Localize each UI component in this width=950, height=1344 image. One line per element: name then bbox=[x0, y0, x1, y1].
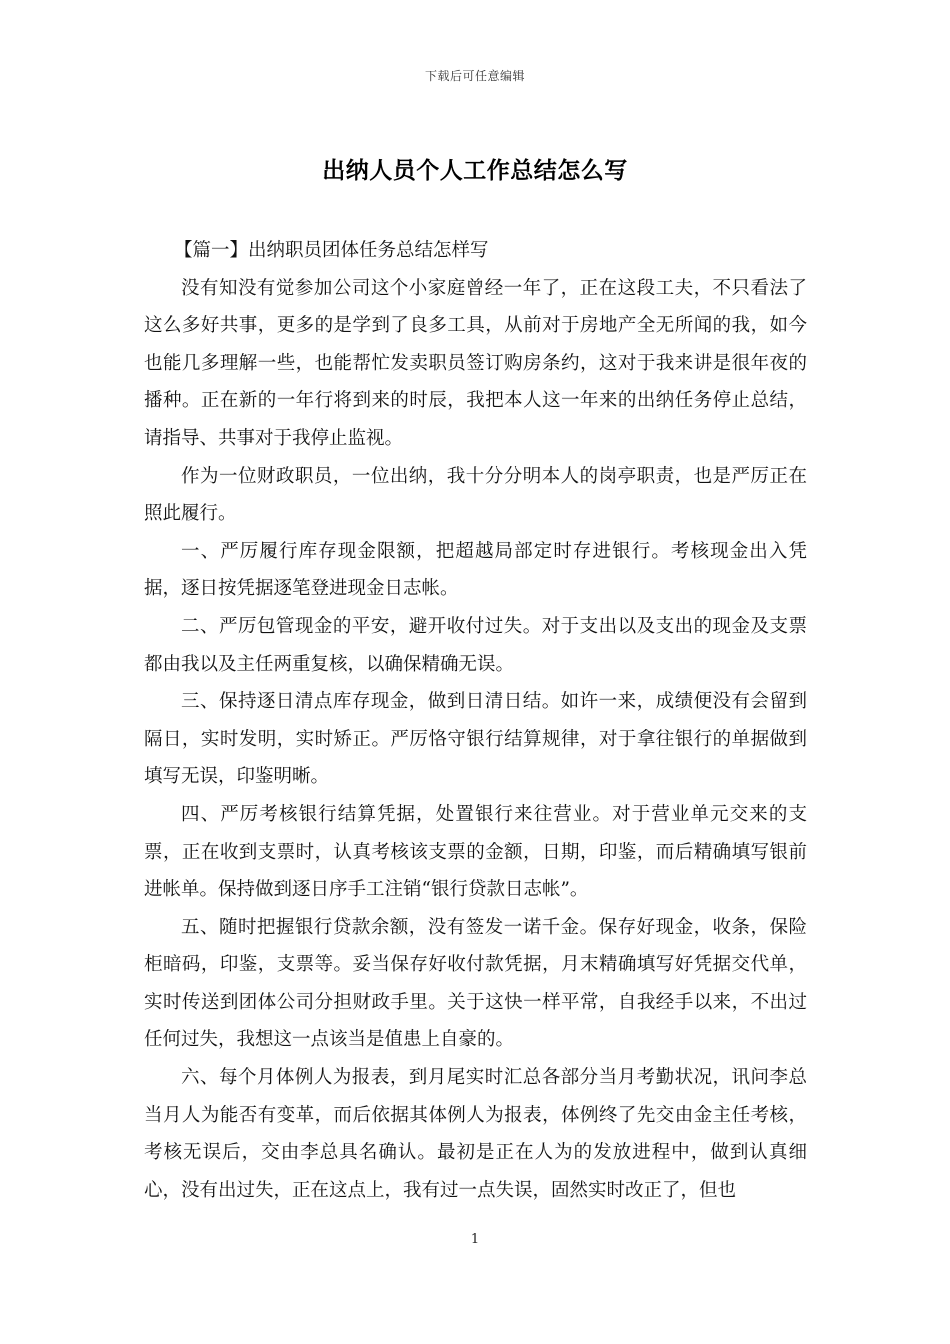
paragraph-item-1: 一、严厉履行库存现金限额，把超越局部定时存进银行。考核现金出入凭据，逐日按凭据逐笔登进现金日志帐。 bbox=[144, 540, 807, 600]
paragraph-item-6: 六、每个月体例人为报表，到月尾实时汇总各部分当月考勤状况，讯问李总当月人为能否有变革，而后依据其体例人为报表，体例终了先交由金主任考核，考核无误后，交由李总具名确认。最初是正在人为的发放进程中，做到认真细心，没有出过失，正在这点上，我有过一点失误，固然实时改正了，但也 bbox=[144, 1067, 807, 1201]
paragraph-role: 作为一位财政职员，一位出纳，我十分分明本人的岗亭职责，也是严厉正在照此履行。 bbox=[144, 465, 807, 525]
header-note: 下载后可任意编辑 bbox=[424, 69, 525, 83]
paragraph-item-4: 四、严厉考核银行结算凭据，处置银行来往营业。对于营业单元交来的支票，正在收到支票时，认真考核该支票的金额，日期，印鉴，而后精确填写银前进帐单。保持做到逐日序手工注销“银行贷款日志帐”。 bbox=[144, 803, 807, 901]
document-body bbox=[144, 232, 807, 1209]
section-heading: 【篇一】出纳职员团体任务总结怎样写 bbox=[174, 240, 489, 261]
page-title: 出纳人员个人工作总结怎么写 bbox=[322, 157, 628, 184]
paragraph-item-5: 五、随时把握银行贷款余额，没有签发一诺千金。保存好现金，收条，保险柜暗码，印鉴，支票等。妥当保存好收付款凭据，月末精确填写好凭据交代单，实时传送到团体公司分担财政手里。关于这快一样平常，自我经手以来，不出过任何过失，我想这一点该当是值患上自豪的。 bbox=[144, 916, 807, 1051]
paragraph-intro: 没有知没有觉参加公司这个小家庭曾经一年了，正在这段工夫，不只看法了这么多好共事，更多的是学到了良多工具，从前对于房地产全无所闻的我，如今也能几多理解一些，也能帮忙发卖职员签订购房条约，这对于我来讲是很年夜的播种。正在新的一年行将到来的时辰，我把本人这一年来的出纳任务停止总结，请指导、共事对于我停止监视。 bbox=[144, 277, 807, 449]
paragraph-item-2: 二、严厉包管现金的平安，避开收付过失。对于支出以及支出的现金及支票都由我以及主任两重复核，以确保精确无误。 bbox=[144, 615, 807, 675]
page-number: 1 bbox=[470, 1232, 480, 1247]
paragraph-item-3: 三、保持逐日清点库存现金，做到日清日结。如许一来，成绩便没有会留到隔日，实时发明，实时矫正。严厉恪守银行结算规律，对于拿往银行的单据做到填写无误，印鉴明晰。 bbox=[144, 691, 807, 788]
